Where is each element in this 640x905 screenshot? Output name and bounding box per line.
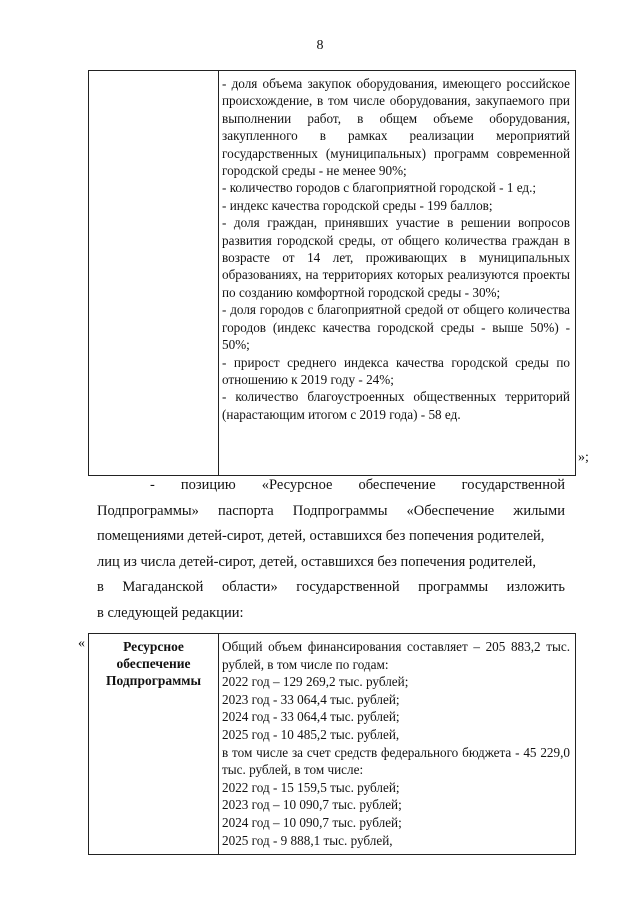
closing-quote: »; — [578, 450, 589, 465]
funding-line: 2025 год - 9 888,1 тыс. рублей, — [222, 832, 393, 848]
resource-table — [88, 633, 576, 855]
paragraph-line: в следующей редакции: — [97, 604, 244, 621]
page-number: 8 — [316, 38, 324, 53]
paragraph-line: Подпрограммы» паспорта Подпрограммы «Обеспечение жилыми — [97, 502, 565, 519]
funding-line: Общий объем финансирования составляет – 205 883,2 тыс. рублей, в том числе по годам: — [222, 639, 570, 672]
funding-line: 2023 год - 33 064,4 тыс. рублей; — [222, 691, 400, 707]
indicator-item: - количество городов с благоприятной городской - 1 ед.; — [222, 180, 537, 196]
funding-line: 2025 год - 10 485,2 тыс. рублей, — [222, 726, 400, 742]
paragraph-line: помещениями детей-сирот, детей, оставшихся без попечения родителей, — [97, 528, 545, 545]
indicator-item: - доля городов с благоприятной средой от общего количества городов (индекс качества городской среды - выше 50%) - 50%; — [222, 302, 570, 353]
indicators-table-right-cell — [222, 75, 570, 423]
funding-line: 2024 год - 33 064,4 тыс. рублей; — [222, 709, 400, 725]
paragraph-line: лиц из числа детей-сирот, детей, оставшихся без попечения родителей, — [97, 553, 536, 570]
indicator-item: - индекс качества городской среды - 199 баллов; — [222, 197, 493, 213]
paragraph-line: - позицию «Ресурсное обеспечение государственной — [150, 477, 565, 493]
funding-line: 2023 год – 10 090,7 тыс. рублей; — [222, 797, 402, 813]
funding-line: в том числе за счет средств федерального бюджета - 45 229,0 тыс. рублей, в том числе: — [222, 744, 570, 778]
amendment-paragraph — [97, 473, 565, 627]
resource-table-value-cell — [222, 638, 570, 849]
paragraph-line: в Магаданской области» государственной программы изложить — [97, 579, 565, 596]
resource-table-label-cell — [89, 634, 219, 854]
funding-line: 2022 год - 15 159,5 тыс. рублей; — [222, 779, 400, 795]
indicator-item: - доля объема закупок оборудования, имеющего российское происхождение, в том числе оборудования, закупаемого при выполнении работ, в общем объеме оборудования, закупленного в рамках реализации мероприятий государственных (муниципальных) программ современной городской среды - не менее 90%; — [222, 76, 570, 179]
funding-line: 2022 год – 129 269,2 тыс. рублей; — [222, 674, 409, 690]
resource-label: Ресурсное обеспечение Подпрограммы — [105, 639, 202, 688]
indicators-table — [88, 70, 576, 476]
indicator-item: - прирост среднего индекса качества городской среды по отношению к 2019 году - 24%; — [222, 354, 570, 387]
indicators-table-left-cell — [89, 71, 219, 475]
indicator-item: - количество благоустроенных общественных территорий (нарастающим итогом с 2019 года) - 58 ед. — [222, 389, 570, 422]
indicator-item: - доля граждан, принявших участие в решении вопросов развития городской среды, от общего количества граждан в возрасте от 14 лет, проживающих в муниципальных образованиях, на территориях которых реализуются проекты по созданию комфортной городской среды - 30%; — [222, 215, 570, 300]
funding-line: 2024 год – 10 090,7 тыс. рублей; — [222, 814, 402, 830]
opening-quote: « — [78, 636, 85, 651]
